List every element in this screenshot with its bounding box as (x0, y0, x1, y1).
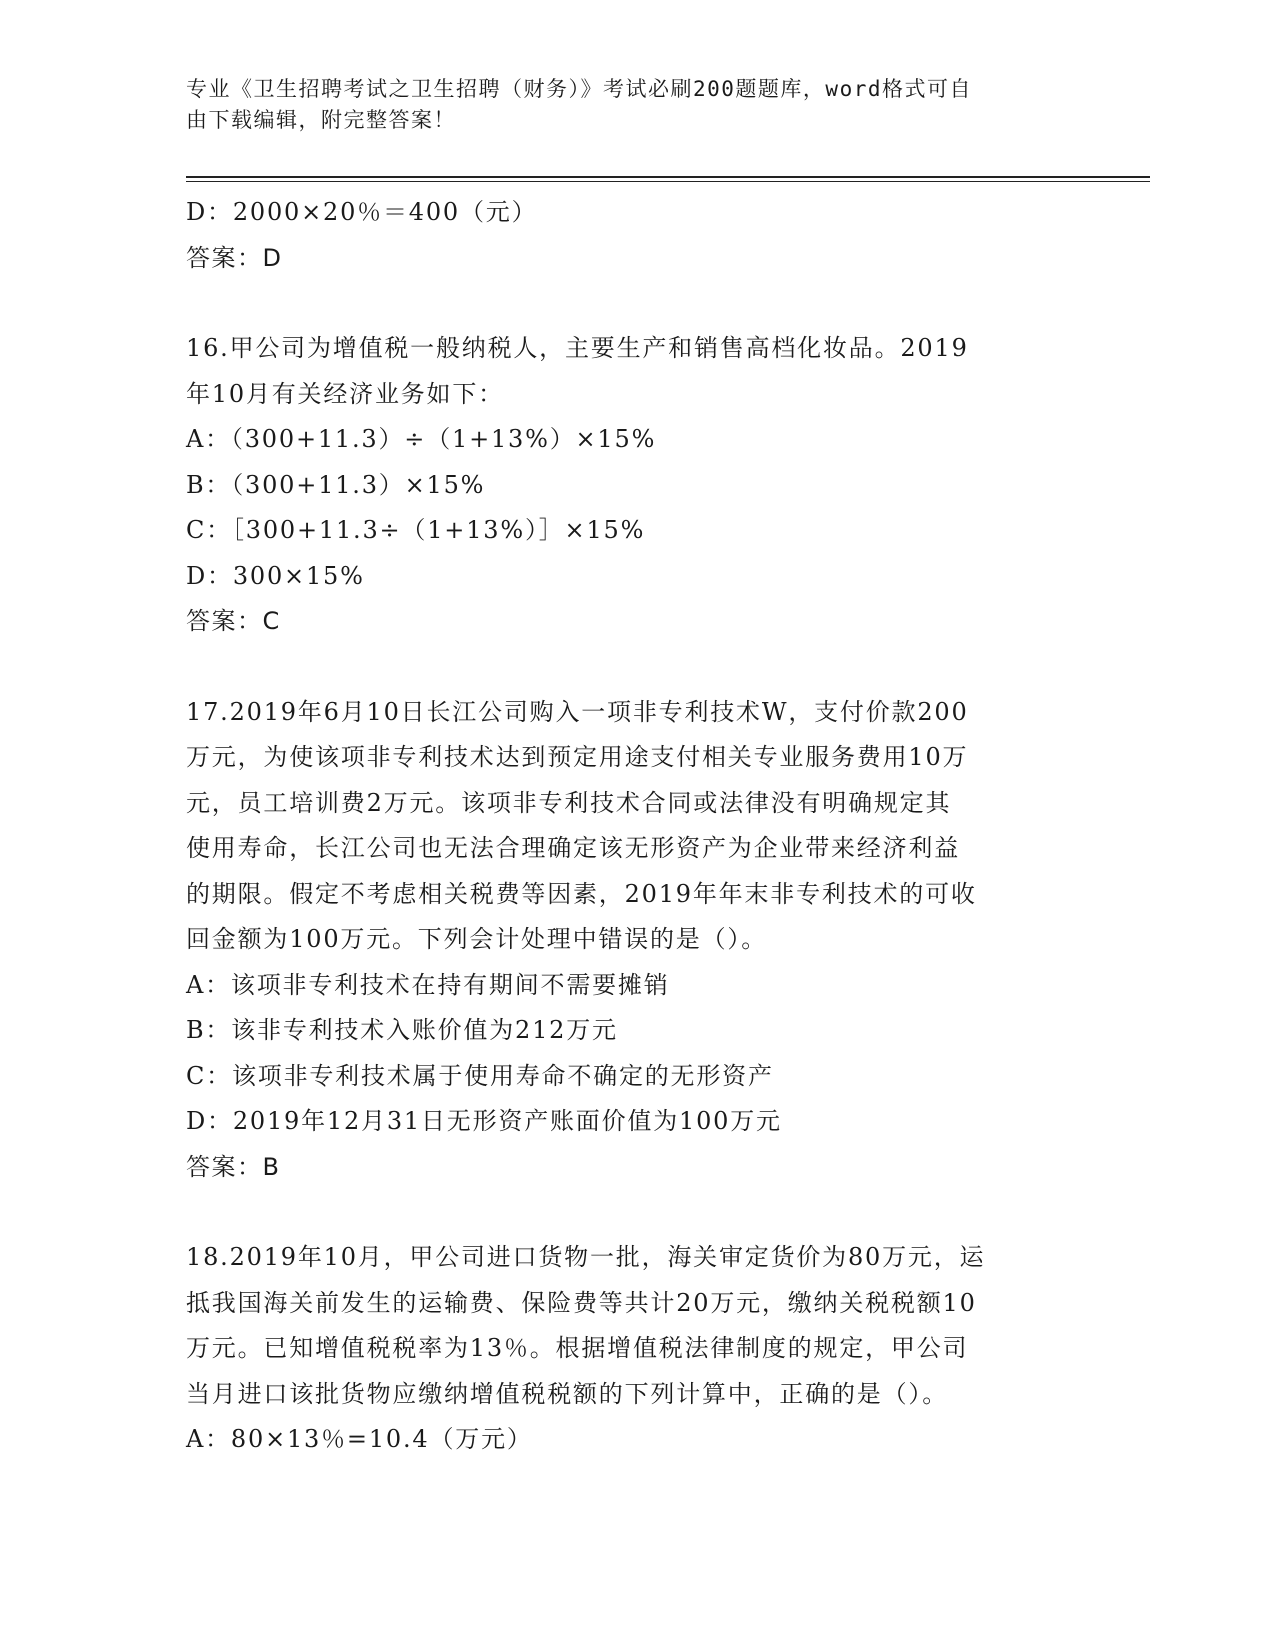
header-line-2: 由下载编辑，附完整答案！ (186, 108, 456, 132)
option-c: C：该项非专利技术属于使用寿命不确定的无形资产 (186, 1061, 774, 1090)
question-text-line: 的期限。假定不考虑相关税费等因素，2019年年末非专利技术的可收 (186, 879, 977, 908)
header-divider-thin (186, 181, 1150, 182)
option-c: C：［300+11.3÷（1+13%）］×15% (186, 516, 646, 544)
question-text-line: 万元，为使该项非专利技术达到预定用途支付相关专业服务费用10万 (186, 743, 969, 771)
option-a: A：该项非专利技术在持有期间不需要摊销 (186, 970, 670, 999)
header-divider-thick (186, 176, 1150, 178)
document-body (186, 190, 1086, 1463)
question-16 (186, 326, 1086, 645)
option-d: D：2000×20％＝400（元） (186, 198, 538, 226)
answer-line: 答案：C (186, 607, 281, 635)
question-text-line: 年10月有关经济业务如下： (186, 379, 504, 408)
option-d: D：2019年12月31日无形资产账面价值为100万元 (186, 1107, 782, 1135)
question-18 (186, 1235, 1086, 1463)
header-line-1: 专业《卫生招聘考试之卫生招聘（财务）》考试必刷200题题库，word格式可自 (186, 77, 972, 101)
question-text-line: 16.甲公司为增值税一般纳税人，主要生产和销售高档化妆品。2019 (186, 334, 969, 362)
answer-line: 答案：B (186, 1152, 281, 1181)
answer-line: 答案：D (186, 243, 283, 272)
question-text-line: 17.2019年6月10日长江公司购入一项非专利技术W，支付价款200 (186, 697, 969, 726)
document-header (186, 74, 1066, 136)
question-text-line: 18.2019年10月，甲公司进口货物一批，海关审定货价为80万元，运 (186, 1243, 986, 1271)
previous-question-tail (186, 190, 1086, 281)
option-b: B：（300+11.3）×15% (186, 470, 486, 499)
option-a: A：（300+11.3）÷（1+13%）×15% (186, 425, 657, 453)
question-text-line: 抵我国海关前发生的运输费、保险费等共计20万元，缴纳关税税额10 (186, 1288, 977, 1317)
question-17 (186, 690, 1086, 1191)
question-text-line: 元，员工培训费2万元。该项非专利技术合同或法律没有明确规定其 (186, 788, 952, 817)
question-text-line: 回金额为100万元。下列会计处理中错误的是（）。 (186, 925, 768, 953)
option-d: D：300×15% (186, 561, 365, 590)
option-b: B：该非专利技术入账价值为212万元 (186, 1016, 618, 1044)
option-a: A：80×13％=10.4（万元） (186, 1425, 533, 1453)
question-text-line: 万元。已知增值税税率为13％。根据增值税法律制度的规定，甲公司 (186, 1334, 969, 1362)
question-text-line: 使用寿命，长江公司也无法合理确定该无形资产为企业带来经济利益 (186, 834, 960, 862)
question-text-line: 当月进口该批货物应缴纳增值税税额的下列计算中，正确的是（）。 (186, 1379, 948, 1408)
